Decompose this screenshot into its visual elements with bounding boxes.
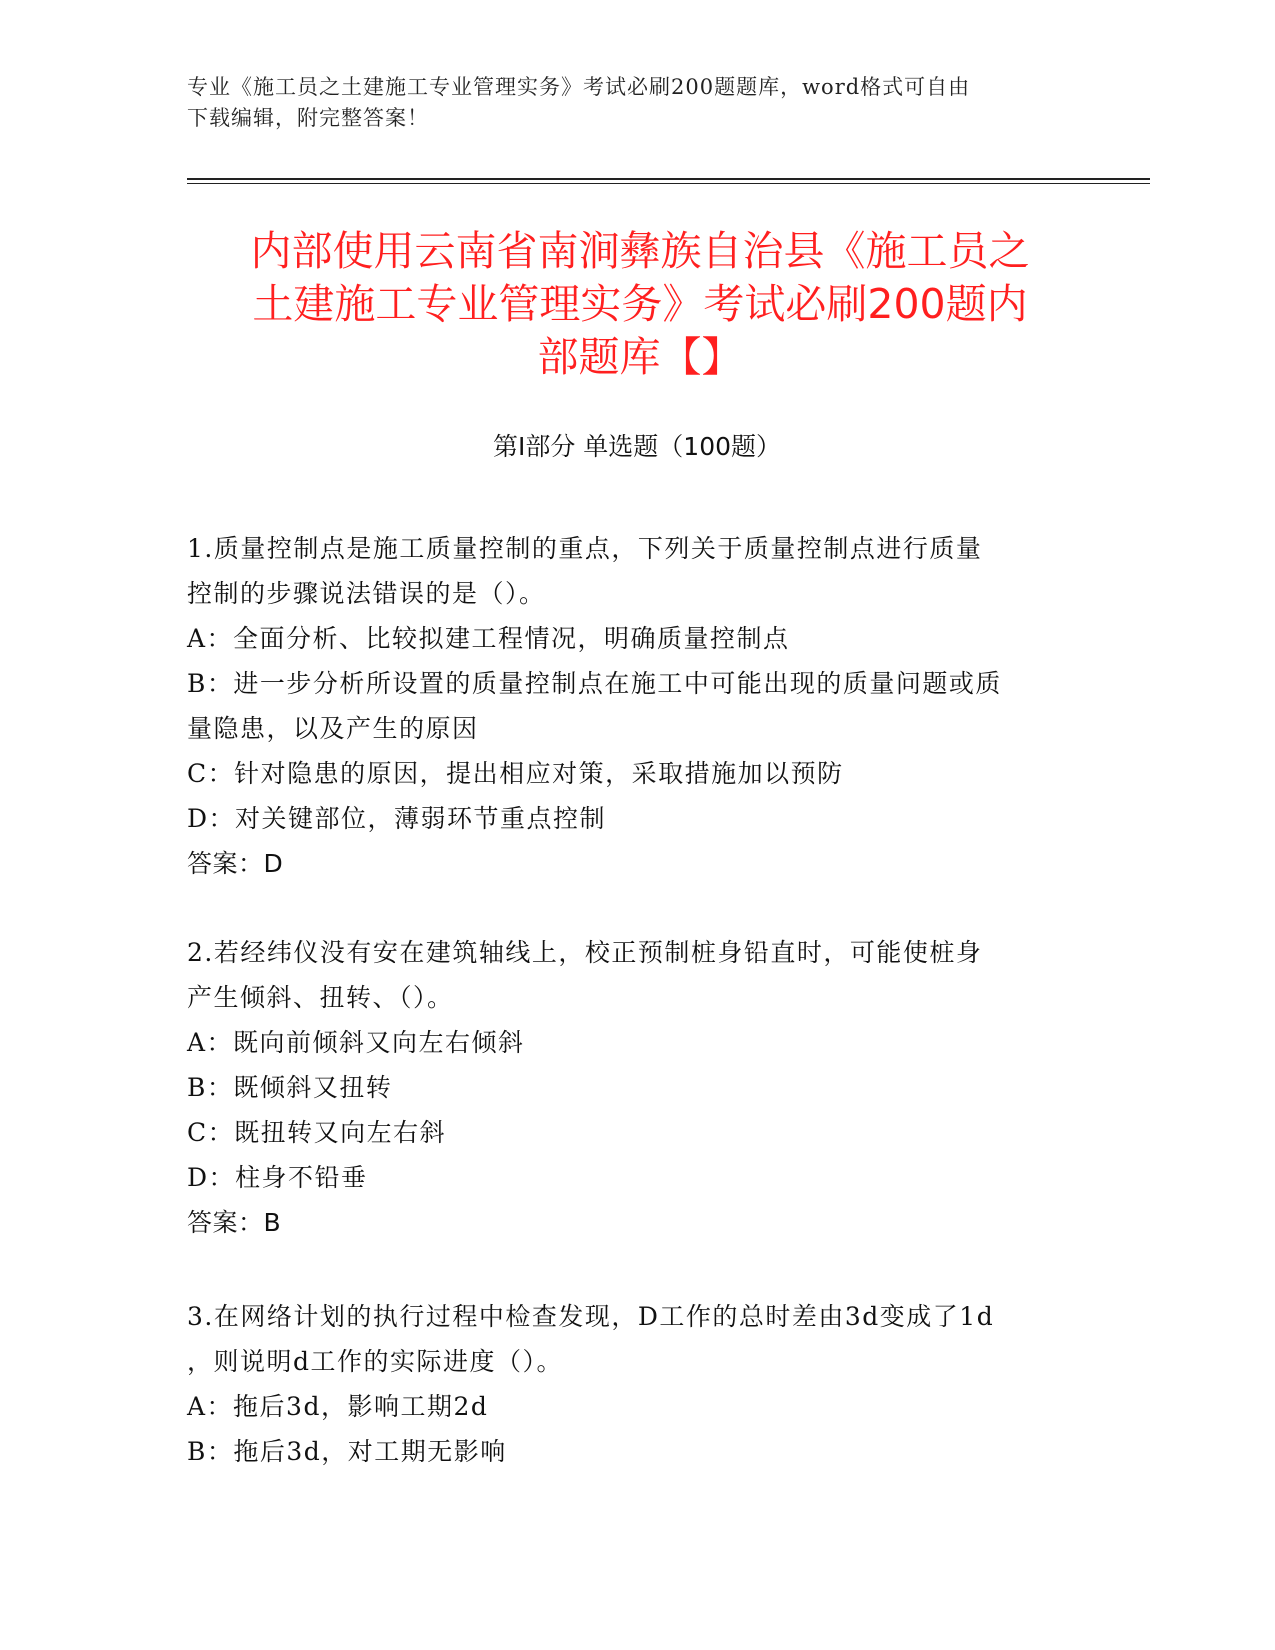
option-b: B：拖后3d，对工期无影响 (187, 1437, 507, 1466)
question-stem: 产生倾斜、扭转、（）。 (187, 983, 454, 1012)
header-note (187, 72, 1067, 134)
question-item (187, 930, 1077, 1245)
document-title (160, 225, 1120, 384)
answer-label: 答案：B (187, 1208, 282, 1237)
option-b: 量隐患，以及产生的原因 (187, 714, 479, 743)
question-stem: 2.若经纬仪没有安在建筑轴线上，校正预制桩身铅直时，可能使桩身 (187, 938, 983, 967)
header-note-line: 专业《施工员之土建施工专业管理实务》考试必刷200题题库，word格式可自由 (187, 75, 971, 99)
section-heading: 第Ⅰ部分 单选题（100题） (492, 432, 782, 461)
option-a: A：全面分析、比较拟建工程情况，明确质量控制点 (187, 624, 790, 653)
header-divider (187, 178, 1150, 184)
title-line: 内部使用云南省南涧彝族自治县《施工员之 (250, 227, 1030, 275)
question-stem: 3.在网络计划的执行过程中检查发现，D工作的总时差由3d变成了1d (187, 1302, 995, 1331)
question-stem: 1.质量控制点是施工质量控制的重点，下列关于质量控制点进行质量 (187, 534, 983, 563)
option-d: D：柱身不铅垂 (187, 1163, 368, 1192)
option-a: A：既向前倾斜又向左右倾斜 (187, 1028, 525, 1057)
option-c: C：既扭转又向左右斜 (187, 1118, 447, 1147)
answer-label: 答案：D (187, 849, 284, 878)
option-b: B：既倾斜又扭转 (187, 1073, 393, 1102)
question-stem: ，则说明d工作的实际进度（）。 (187, 1347, 564, 1376)
header-note-line: 下载编辑，附完整答案！ (187, 106, 429, 130)
question-stem: 控制的步骤说法错误的是（）。 (187, 579, 546, 608)
option-a: A：拖后3d，影响工期2d (187, 1392, 489, 1421)
title-line: 土建施工专业管理实务》考试必刷200题内 (252, 280, 1028, 328)
question-item (187, 1294, 1077, 1474)
option-b: B：进一步分析所设置的质量控制点在施工中可能出现的质量问题或质 (187, 669, 1002, 698)
title-line: 部题库【】 (537, 333, 743, 381)
question-item (187, 526, 1077, 886)
option-d: D：对关键部位，薄弱环节重点控制 (187, 804, 607, 833)
option-c: C：针对隐患的原因，提出相应对策，采取措施加以预防 (187, 759, 844, 788)
